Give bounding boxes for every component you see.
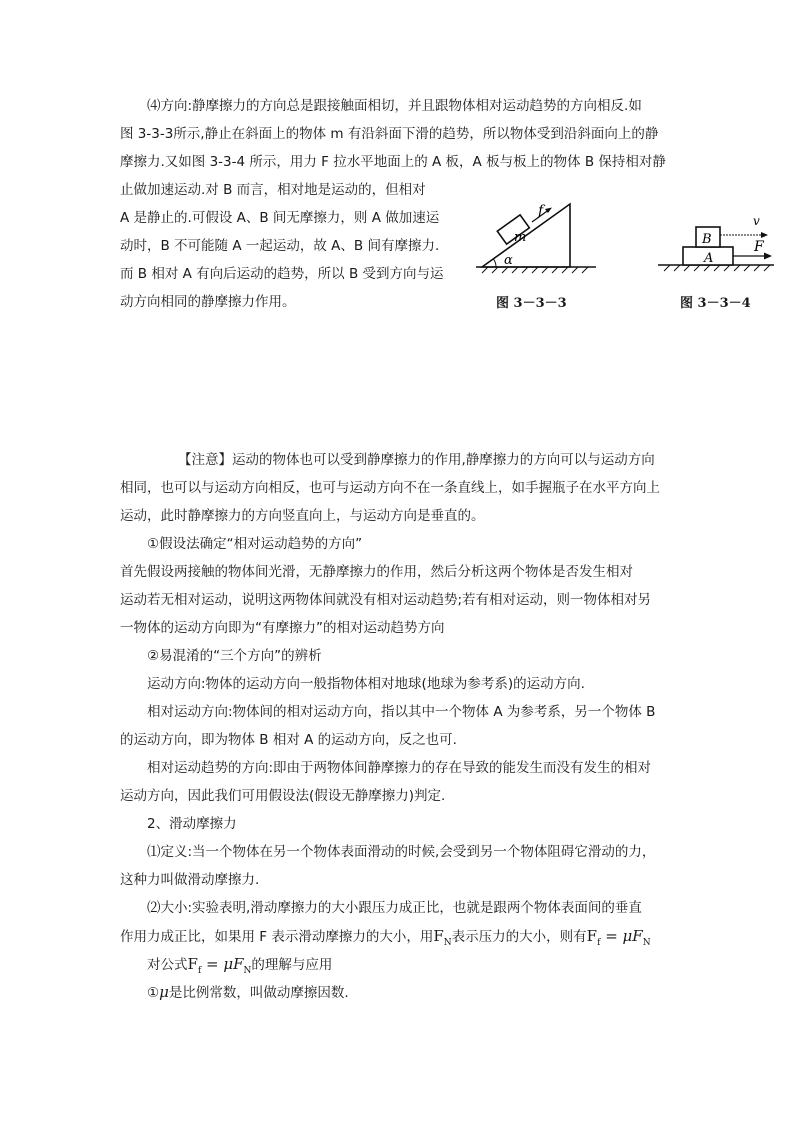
- magnitude-line2: [120, 926, 651, 953]
- velocity-arrowhead: [761, 232, 768, 238]
- ground-hatch: [482, 267, 588, 273]
- hypothesis-line1: 首先假设两接触的物体间光滑，无静摩擦力的作用，然后分析这两个物体是否发生相对: [120, 564, 633, 580]
- para1-line8: 动方向相同的静摩擦力作用。: [120, 294, 296, 310]
- friction-formula: $F_f = \mu F_N$: [586, 927, 651, 948]
- magnitude-text-b: 表示压力的大小，则有: [451, 929, 587, 945]
- force-arrowhead: [764, 253, 772, 260]
- three-directions-title: ②易混淆的“三个方向”的辨析: [147, 648, 322, 664]
- note-line1: 【注意】运动的物体也可以受到静摩擦力的作用,静摩擦力的方向可以与运动方向: [178, 452, 655, 468]
- mass-label: m: [514, 230, 527, 245]
- ground-hatch: [664, 265, 770, 271]
- angle-arc: [494, 259, 496, 267]
- block-a-label: A: [704, 251, 714, 266]
- formula-tail: 的理解与应用: [251, 957, 333, 973]
- mu-line: [147, 982, 349, 1003]
- force-label: F: [754, 239, 764, 255]
- mu-symbol: μ: [159, 983, 169, 1001]
- para1-line6: 动时，B 不可能随 A 一起运动，故 A、B 间有摩擦力.: [120, 238, 440, 254]
- incline-figure: [476, 198, 598, 278]
- three-directions-line2: 相对运动方向:物体间的相对运动方向，指以其中一个物体 A 为参考系，另一个物体 B: [147, 704, 656, 720]
- blocks-figure: [656, 210, 778, 282]
- definition-line2: 这种力叫做滑动摩擦力.: [120, 872, 260, 888]
- friction-formula-2: $F_f = \mu F_N$: [187, 955, 252, 976]
- para1-line7: 而 B 相对 A 有向后运动的趋势，所以 B 受到方向与运: [120, 266, 444, 282]
- velocity-label: v: [753, 214, 760, 228]
- definition-line1: ⑴定义:当一个物体在另一个物体表面滑动的时候,会受到另一个物体阻碍它滑动的力，: [147, 844, 656, 860]
- hypothesis-title: ①假设法确定“相对运动趋势的方向”: [147, 536, 363, 552]
- normal-force-symbol: $F_N$: [433, 927, 452, 948]
- formula-lead: 对公式: [147, 957, 188, 973]
- hypothesis-line2: 运动若无相对运动，说明这两物体间就没有相对运动趋势;若有相对运动，则一物体相对另: [120, 592, 652, 608]
- note-line3: 运动，此时静摩擦力的方向竖直向上，与运动方向是垂直的。: [120, 508, 485, 524]
- note-line2: 相同，也可以与运动方向相反，也可与运动方向不在一条直线上，如手握瓶子在水平方向上: [120, 480, 660, 496]
- figure-caption-1: 图 3－3－3: [496, 296, 567, 311]
- magnitude-text-a: 作用力成正比，如果用 F 表示滑动摩擦力的大小，用: [120, 929, 434, 945]
- mu-lead: ①: [147, 985, 160, 1001]
- three-directions-line4: 相对运动趋势的方向:即由于两物体间静摩擦力的存在导致的能发生而没有发生的相对: [147, 760, 652, 776]
- magnitude-line1: ⑵大小:实验表明,滑动摩擦力的大小跟压力成正比，也就是跟两个物体表面间的垂直: [147, 900, 642, 916]
- para1-line3: 摩擦力.又如图 3-3-4 所示，用力 F 拉水平地面上的 A 板，A 板与板上的物体 B 保持相对静: [120, 154, 666, 170]
- para1-line4: 止做加速运动.对 B 而言，相对地是运动的，但相对: [120, 182, 426, 198]
- hypothesis-line3: 一物体的运动方向即为“有摩擦力”的相对运动趋势方向: [120, 620, 445, 636]
- para1-line2: 图 3-3-3所示,静止在斜面上的物体 m 有沿斜面下滑的趋势，所以物体受到沿斜面向上的静: [120, 126, 659, 142]
- friction-label: f: [538, 203, 544, 219]
- figure-caption-2: 图 3－3－4: [680, 296, 751, 311]
- three-directions-line1: 运动方向:物体的运动方向一般指物体相对地球(地球为参考系)的运动方向.: [147, 676, 585, 692]
- mu-tail: 是比例常数，叫做动摩擦因数.: [168, 985, 349, 1001]
- three-directions-line3: 的运动方向，即为物体 B 相对 A 的运动方向，反之也可.: [120, 732, 457, 748]
- sliding-friction-title: 2、滑动摩擦力: [147, 816, 237, 832]
- block-b-label: B: [702, 232, 712, 247]
- alpha-label: α: [504, 253, 513, 268]
- formula-line: [147, 954, 332, 981]
- three-directions-line5: 运动方向，因此我们可用假设法(假设无静摩擦力)判定.: [120, 788, 446, 804]
- para1-line1: ⑷方向:静摩擦力的方向总是跟接触面相切，并且跟物体相对运动趋势的方向相反.如: [147, 98, 642, 114]
- para1-line5: A 是静止的.可假设 A、B 间无摩擦力，则 A 做加速运: [120, 210, 440, 226]
